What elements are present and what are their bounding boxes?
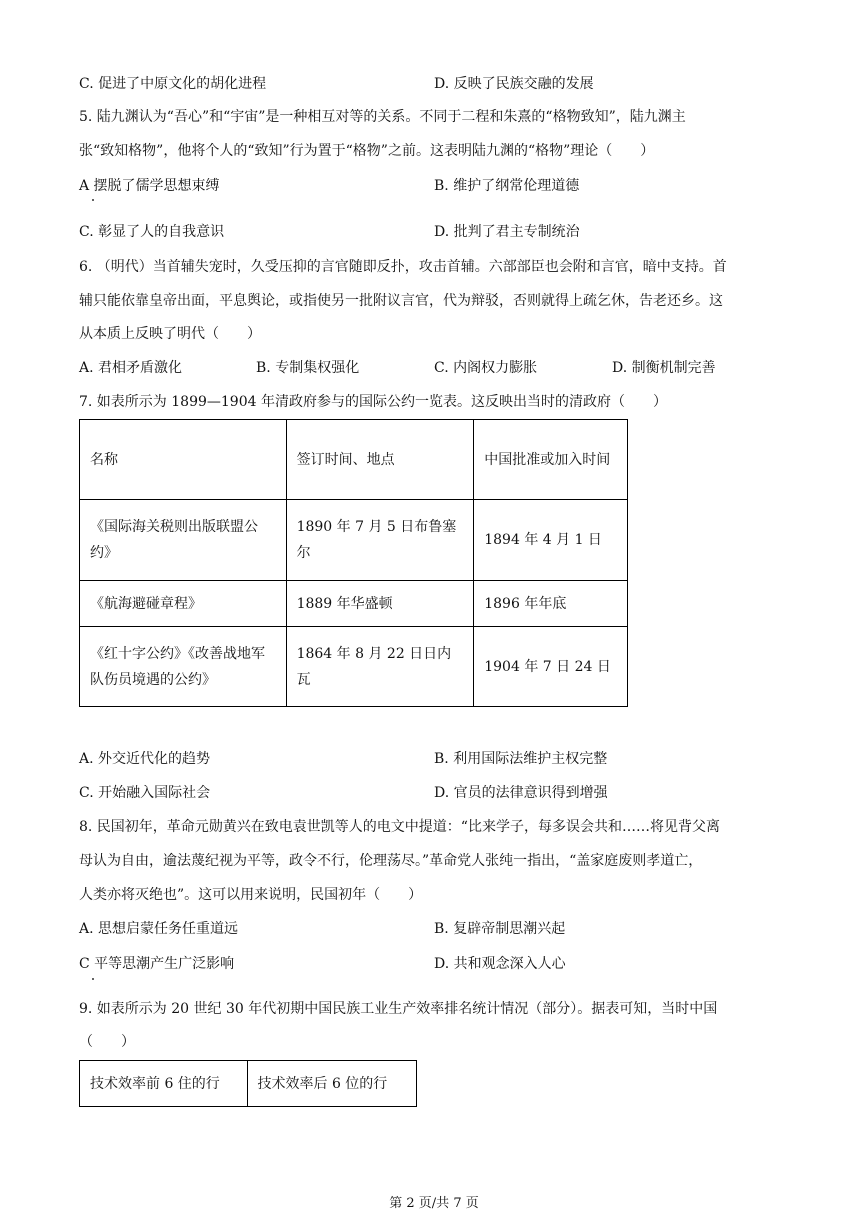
q5-option-d[interactable]: D. 批判了君主专制统治 [434, 224, 580, 240]
q5-option-c[interactable]: C. 彰显了人的自我意识 [79, 224, 225, 240]
table-header-row [80, 1061, 417, 1107]
q7-option-c[interactable]: C. 开始融入国际社会 [79, 785, 211, 801]
q5-option-b[interactable]: B. 维护了纲常伦理道德 [434, 178, 580, 194]
q6-option-b[interactable]: B. 专制集权强化 [256, 360, 360, 376]
q6-option-c[interactable]: C. 内阁权力膨胀 [434, 360, 538, 376]
table-cell: 1864 年 8 月 22 日日内瓦 [286, 627, 474, 707]
q6-option-d[interactable]: D. 制衡机制完善 [612, 360, 716, 376]
q8-option-d[interactable]: D. 共和观念深入人心 [434, 956, 566, 972]
table-cell: 1896 年年底 [474, 581, 628, 627]
q6-stem-line-3: 从本质上反映了明代（ ） [79, 326, 261, 342]
q6-stem-line-1: 6. （明代）当首辅失宠时，久受压抑的言官随即反扑，攻击首辅。六部部臣也会附和言官，暗中支持。首 [79, 259, 727, 275]
q8-option-a[interactable]: A. 思想启蒙任务任重道远 [79, 921, 239, 937]
table-header-cell: 技术效率前 6 住的行 [80, 1061, 248, 1107]
q7-option-a[interactable]: A. 外交近代化的趋势 [79, 751, 211, 767]
page-footer: 第 2 页/共 7 页 [389, 1196, 479, 1211]
q7-table [79, 419, 628, 707]
q8-stem-line-1: 8. 民国初年，革命元勋黄兴在致电袁世凯等人的电文中提道：“比来学子，每多误会共和……将见背父离 [79, 819, 720, 835]
table-row [80, 500, 628, 581]
decorative-dot [92, 978, 94, 980]
q8-stem-line-2: 母认为自由，逾法蔑纪视为平等，政令不行，伦理荡尽。”革命党人张纯一指出，“盖家庭废则孝道亡， [79, 853, 703, 869]
table-header-cell: 签订时间、地点 [286, 420, 474, 500]
table-cell: 《红十字公约》《改善战地军队伤员境遇的公约》 [80, 627, 287, 707]
q4-option-d[interactable]: D. 反映了民族交融的发展 [434, 76, 594, 92]
q8-option-b[interactable]: B. 复辟帝制思潮兴起 [434, 921, 566, 937]
q9-table [79, 1060, 417, 1107]
q7-option-b[interactable]: B. 利用国际法维护主权完整 [434, 751, 608, 767]
q4-option-c[interactable]: C. 促进了中原文化的胡化进程 [79, 76, 267, 92]
q8-option-c[interactable]: C 平等思潮产生广泛影响 [79, 956, 235, 972]
table-row [80, 581, 628, 627]
table-cell: 1890 年 7 月 5 日布鲁塞尔 [286, 500, 474, 581]
decorative-dot [92, 199, 94, 201]
table-cell: 《国际海关税则出版联盟公约》 [80, 500, 287, 581]
table-header-cell: 名称 [80, 420, 287, 500]
q8-stem-line-3: 人类亦将灭绝也”。这可以用来说明，民国初年（ ） [79, 887, 423, 903]
table-cell: 《航海避碰章程》 [80, 581, 287, 627]
table-header-cell: 中国批准或加入时间 [474, 420, 628, 500]
table-header-cell: 技术效率后 6 位的行 [247, 1061, 417, 1107]
q7-option-d[interactable]: D. 官员的法律意识得到增强 [434, 785, 608, 801]
q5-stem-line-2: 张“致知格物”，他将个人的“致知”行为置于“格物”之前。这表明陆九渊的“格物”理论（ ） [79, 143, 655, 159]
table-cell: 1889 年华盛顿 [286, 581, 474, 627]
q6-stem-line-2: 辅只能依靠皇帝出面，平息舆论，或指使另一批附议言官，代为辩驳，否则就得上疏乞休，告老还乡。这 [79, 293, 723, 309]
table-row [80, 627, 628, 707]
q9-stem-line-2: （ ） [79, 1034, 135, 1050]
table-cell: 1904 年 7 日 24 日 [474, 627, 628, 707]
q5-option-a[interactable]: A 摆脱了儒学思想束缚 [79, 178, 220, 194]
table-header-row [80, 420, 628, 500]
q6-option-a[interactable]: A. 君相矛盾激化 [79, 360, 183, 376]
q5-stem-line-1: 5. 陆九渊认为“吾心”和“宇宙”是一种相互对等的关系。不同于二程和朱熹的“格物致知”，陆九渊主 [79, 109, 686, 125]
q9-stem-line-1: 9. 如表所示为 20 世纪 30 年代初期中国民族工业生产效率排名统计情况（部分）。据表可知，当时中国 [79, 1001, 718, 1017]
table-cell: 1894 年 4 月 1 日 [474, 500, 628, 581]
q7-stem: 7. 如表所示为 1899—1904 年清政府参与的国际公约一览表。这反映出当时的清政府（ ） [79, 394, 667, 410]
